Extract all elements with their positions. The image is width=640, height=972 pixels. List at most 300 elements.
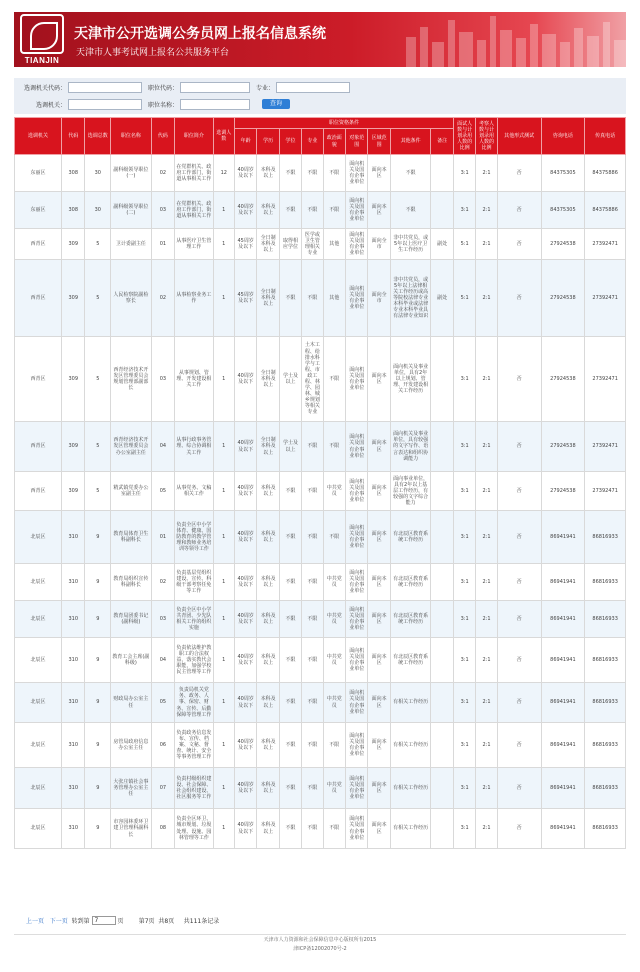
cell-position-code: 05 xyxy=(151,683,174,723)
cell-position-name: 西青经济技术开发区管理委员会规划管理部副部长 xyxy=(111,337,152,422)
cell-other: 非中共党员，或5年以上法律相关工作经历或高等院校法律专业本科毕业或法律专业本科毕业具有法律专业知识 xyxy=(390,260,431,337)
cell-unit: 西青区 xyxy=(15,337,62,422)
cell-exam-ratio: 2:1 xyxy=(476,192,497,229)
cell-region: 面向本区 xyxy=(368,472,390,511)
cell-contact: 86941941 xyxy=(541,638,585,683)
cell-target: 面向机关及国有企事业单位 xyxy=(346,723,368,768)
cell-position-code: 01 xyxy=(151,229,174,260)
cell-edu: 全日制本科及以上 xyxy=(257,229,279,260)
cell-intro: 从事检察业务工作 xyxy=(175,260,213,337)
cell-interview-ratio: 3:1 xyxy=(453,155,475,192)
cell-degree: 不限 xyxy=(279,564,301,601)
site-title: 天津市公开选调公务员网上报名信息系统 xyxy=(74,26,326,42)
cell-degree: 不限 xyxy=(279,723,301,768)
cell-contact: 86941941 xyxy=(541,511,585,564)
cell-exam-ratio: 2:1 xyxy=(476,564,497,601)
cell-target: 面向机关及国有企事业单位 xyxy=(346,638,368,683)
cell-position-name: 精武镇党委办公室副主任 xyxy=(111,472,152,511)
cell-age: 40周岁及以下 xyxy=(234,564,256,601)
cell-position-code: 04 xyxy=(151,638,174,683)
cell-prof-test: 否 xyxy=(497,723,541,768)
cell-edu: 本科及以上 xyxy=(257,638,279,683)
cell-exam-ratio: 2:1 xyxy=(476,683,497,723)
cell-age: 40周岁及以下 xyxy=(234,337,256,422)
cell-fax: 27392471 xyxy=(585,229,626,260)
cell-fax: 86816933 xyxy=(585,768,626,809)
cell-contact: 86941941 xyxy=(541,601,585,638)
col-major: 专业 xyxy=(302,129,323,155)
cell-interview-ratio: 3:1 xyxy=(453,337,475,422)
cell-intro: 负责局机关党务、政务、人事、保密、财务、宣传、后勤保障等管理工作 xyxy=(175,683,213,723)
cell-political: 不限 xyxy=(323,192,345,229)
cell-exam-ratio: 2:1 xyxy=(476,229,497,260)
cell-edu: 全日制本科及以上 xyxy=(257,422,279,472)
col-prof-test: 其他形式测试 xyxy=(497,118,541,155)
cell-exam-ratio: 2:1 xyxy=(476,809,497,849)
cell-interview-ratio: 3:1 xyxy=(453,638,475,683)
cell-total: 30 xyxy=(85,155,111,192)
cell-intro: 在党群机关、政府工作部门，街道从事相关工作 xyxy=(175,155,213,192)
col-contact: 咨询电话 xyxy=(541,118,585,155)
cell-age: 40周岁及以下 xyxy=(234,422,256,472)
cell-fax: 86816933 xyxy=(585,683,626,723)
cell-age: 40周岁及以下 xyxy=(234,683,256,723)
col-intro: 职位简介 xyxy=(175,118,213,155)
position-code-label: 职位代码： xyxy=(147,85,178,92)
cell-contact: 27924538 xyxy=(541,337,585,422)
cell-total: 5 xyxy=(85,472,111,511)
cell-total: 9 xyxy=(85,683,111,723)
cell-code: 310 xyxy=(61,601,84,638)
cell-code: 308 xyxy=(61,192,84,229)
cell-prof-test: 否 xyxy=(497,260,541,337)
cell-major: 不限 xyxy=(302,260,323,337)
cell-political: 中共党员 xyxy=(323,472,345,511)
cell-fax: 27392471 xyxy=(585,260,626,337)
cell-political: 中共党员 xyxy=(323,768,345,809)
table-row xyxy=(15,601,626,638)
cell-contact: 86941941 xyxy=(541,809,585,849)
cell-intro: 负责全区环卫、城市规划、垃圾处理、设施、园林管理等工作 xyxy=(175,809,213,849)
cell-prof-test: 否 xyxy=(497,809,541,849)
col-remark: 备注 xyxy=(431,129,454,155)
cell-degree: 不限 xyxy=(279,683,301,723)
cell-fax: 86816933 xyxy=(585,809,626,849)
cell-exam-ratio: 2:1 xyxy=(476,511,497,564)
cell-unit: 西青区 xyxy=(15,260,62,337)
cell-position-code: 01 xyxy=(151,511,174,564)
cell-target: 面向机关及国有企事业单位 xyxy=(346,564,368,601)
cell-edu: 本科及以上 xyxy=(257,601,279,638)
cell-code: 310 xyxy=(61,723,84,768)
cell-position-name: 副科级领导职位(一) xyxy=(111,155,152,192)
cell-count: 1 xyxy=(213,192,234,229)
cell-major: 不限 xyxy=(302,192,323,229)
current-page-text: 第7页 xyxy=(138,918,155,925)
cell-edu: 全日制本科及以上 xyxy=(257,260,279,337)
cell-unit: 北辰区 xyxy=(15,638,62,683)
cell-edu: 本科及以上 xyxy=(257,809,279,849)
cell-position-name: 大张庄镇社会事务管理办公室主任 xyxy=(111,768,152,809)
cell-total: 30 xyxy=(85,192,111,229)
cell-region: 面向全市 xyxy=(368,260,390,337)
cell-count: 1 xyxy=(213,511,234,564)
cell-position-name: 财政局办公室主任 xyxy=(111,683,152,723)
cell-contact: 86941941 xyxy=(541,768,585,809)
cell-unit: 东丽区 xyxy=(15,192,62,229)
cell-total: 5 xyxy=(85,260,111,337)
cell-position-name: 市容园林委环卫建卫管理科副科长 xyxy=(111,809,152,849)
cell-other: 有相关工作经历 xyxy=(390,809,431,849)
cell-code: 309 xyxy=(61,422,84,472)
cell-intro: 从事党务、文稿相关工作 xyxy=(175,472,213,511)
cell-other: 非中共党员，或5年以上医疗卫生工作经历 xyxy=(390,229,431,260)
cell-exam-ratio: 2:1 xyxy=(476,472,497,511)
cell-interview-ratio: 3:1 xyxy=(453,564,475,601)
cell-target: 面向机关及国有企事业单位 xyxy=(346,472,368,511)
cell-intro: 从事规划、管理、开发建设相关工作 xyxy=(175,337,213,422)
cell-unit: 北辰区 xyxy=(15,723,62,768)
search-panel xyxy=(14,78,626,114)
cell-prof-test: 否 xyxy=(497,683,541,723)
cell-major: 不限 xyxy=(302,155,323,192)
cell-degree: 不限 xyxy=(279,768,301,809)
table-row xyxy=(15,260,626,337)
col-age: 年龄 xyxy=(234,129,256,155)
cell-other: 有相关工作经历 xyxy=(390,683,431,723)
cell-other: 有北辰区教育系统工作经历 xyxy=(390,511,431,564)
cell-major: 不限 xyxy=(302,564,323,601)
cell-total: 9 xyxy=(85,511,111,564)
table-row xyxy=(15,422,626,472)
cell-political: 不限 xyxy=(323,155,345,192)
cell-remark xyxy=(431,564,454,601)
footer-copyright: 天津市人力资源和社会保障信息中心版权所有2015 xyxy=(263,937,377,943)
cell-contact: 86941941 xyxy=(541,723,585,768)
cell-degree: 不限 xyxy=(279,192,301,229)
page-number-input[interactable]: 7 xyxy=(92,916,116,925)
cell-region: 面向本区 xyxy=(368,638,390,683)
cell-unit: 北辰区 xyxy=(15,511,62,564)
major-input[interactable] xyxy=(276,82,350,93)
cell-political: 中共党员 xyxy=(323,601,345,638)
cell-code: 309 xyxy=(61,472,84,511)
cell-remark xyxy=(431,422,454,472)
cell-remark xyxy=(431,683,454,723)
cell-edu: 本科及以上 xyxy=(257,511,279,564)
cell-fax: 86816933 xyxy=(585,511,626,564)
cell-exam-ratio: 2:1 xyxy=(476,601,497,638)
cell-fax: 27392471 xyxy=(585,337,626,422)
cell-prof-test: 否 xyxy=(497,337,541,422)
cell-age: 40周岁及以下 xyxy=(234,809,256,849)
page-unit-label: 页 xyxy=(117,918,124,925)
pagination xyxy=(26,916,219,926)
cell-region: 面向全市 xyxy=(368,229,390,260)
cell-edu: 本科及以上 xyxy=(257,192,279,229)
cell-prof-test: 否 xyxy=(497,511,541,564)
table-row xyxy=(15,337,626,422)
cell-target: 面向机关及国有企事业单位 xyxy=(346,601,368,638)
cell-political: 不限 xyxy=(323,422,345,472)
cell-political: 不限 xyxy=(323,337,345,422)
cell-contact: 27924538 xyxy=(541,229,585,260)
cell-political: 不限 xyxy=(323,809,345,849)
cell-region: 面向本区 xyxy=(368,564,390,601)
cell-region: 面向本区 xyxy=(368,683,390,723)
cell-position-name: 人民检察院副检察长 xyxy=(111,260,152,337)
cell-region: 面向本区 xyxy=(368,192,390,229)
header-banner xyxy=(14,12,626,67)
cell-major: 医学或卫生管理相关专业 xyxy=(302,229,323,260)
cell-count: 1 xyxy=(213,683,234,723)
cell-total: 9 xyxy=(85,809,111,849)
cell-interview-ratio: 3:1 xyxy=(453,601,475,638)
col-edu: 学历 xyxy=(257,129,279,155)
cell-exam-ratio: 2:1 xyxy=(476,723,497,768)
cell-exam-ratio: 2:1 xyxy=(476,337,497,422)
cell-degree: 不限 xyxy=(279,601,301,638)
cell-contact: 86941941 xyxy=(541,683,585,723)
cell-interview-ratio: 5:1 xyxy=(453,229,475,260)
cell-unit: 北辰区 xyxy=(15,809,62,849)
cell-position-name: 教育局团委书记(副科级) xyxy=(111,601,152,638)
cell-edu: 本科及以上 xyxy=(257,683,279,723)
table-row xyxy=(15,155,626,192)
cell-position-code: 08 xyxy=(151,809,174,849)
site-subtitle: 天津市人事考试网上报名公共服务平台 xyxy=(76,48,230,58)
cell-degree: 不限 xyxy=(279,260,301,337)
cell-political: 中共党员 xyxy=(323,683,345,723)
cell-prof-test: 否 xyxy=(497,472,541,511)
cell-region: 面向本区 xyxy=(368,601,390,638)
cell-code: 308 xyxy=(61,155,84,192)
cell-fax: 86816933 xyxy=(585,601,626,638)
cell-count: 1 xyxy=(213,472,234,511)
cell-total: 5 xyxy=(85,229,111,260)
cell-contact: 27924538 xyxy=(541,422,585,472)
cell-unit: 北辰区 xyxy=(15,564,62,601)
cell-code: 310 xyxy=(61,683,84,723)
cell-region: 面向本区 xyxy=(368,511,390,564)
cell-intro: 在党群机关、政府工作部门，街道从事相关工作 xyxy=(175,192,213,229)
cell-exam-ratio: 2:1 xyxy=(476,768,497,809)
cell-unit: 西青区 xyxy=(15,422,62,472)
cell-interview-ratio: 3:1 xyxy=(453,192,475,229)
cell-remark xyxy=(431,511,454,564)
position-name-label: 职位名称： xyxy=(147,102,178,109)
cell-count: 1 xyxy=(213,422,234,472)
cell-count: 12 xyxy=(213,155,234,192)
unit-code-label: 选调机关代码： xyxy=(23,85,66,92)
col-total: 选调总数 xyxy=(85,118,111,155)
cell-position-code: 03 xyxy=(151,192,174,229)
cell-position-name: 房管局政府信息办公室主任 xyxy=(111,723,152,768)
cell-contact: 86941941 xyxy=(541,564,585,601)
cell-count: 1 xyxy=(213,768,234,809)
cell-code: 310 xyxy=(61,768,84,809)
cell-remark xyxy=(431,155,454,192)
cell-contact: 27924538 xyxy=(541,472,585,511)
cell-intro: 负责村级组织建设、社会保障、社会组织建设、社区服务等工作 xyxy=(175,768,213,809)
next-page-link[interactable]: 下一页 xyxy=(49,918,68,925)
cell-intro: 负责基层党组织建设、宣传、科级干部考察任免等工作 xyxy=(175,564,213,601)
table-row xyxy=(15,472,626,511)
unit-name-label: 选调机关： xyxy=(35,102,66,109)
site-logo[interactable] xyxy=(18,14,66,66)
table-row xyxy=(15,809,626,849)
cell-remark xyxy=(431,723,454,768)
cell-count: 1 xyxy=(213,601,234,638)
cell-total: 9 xyxy=(85,723,111,768)
cell-position-code: 03 xyxy=(151,337,174,422)
cell-prof-test: 否 xyxy=(497,229,541,260)
prev-page-link[interactable]: 上一页 xyxy=(26,918,45,925)
cell-unit: 西青区 xyxy=(15,229,62,260)
cell-age: 40周岁及以下 xyxy=(234,723,256,768)
cell-remark xyxy=(431,192,454,229)
cell-intro: 负责全区中小学共青团、少先队相关工作的组织实施 xyxy=(175,601,213,638)
col-unit: 选调机关 xyxy=(15,118,62,155)
cell-target: 面向机关及国有企事业单位 xyxy=(346,768,368,809)
cell-contact: 84375305 xyxy=(541,192,585,229)
cell-region: 面向本区 xyxy=(368,337,390,422)
cell-edu: 本科及以上 xyxy=(257,723,279,768)
cell-political: 不限 xyxy=(323,723,345,768)
cell-position-name: 教育工会主席(副科级) xyxy=(111,638,152,683)
cell-prof-test: 否 xyxy=(497,422,541,472)
cell-degree: 不限 xyxy=(279,511,301,564)
cell-major: 不限 xyxy=(302,422,323,472)
cell-target: 面向机关及国有企事业单位 xyxy=(346,683,368,723)
cell-count: 1 xyxy=(213,229,234,260)
cell-interview-ratio: 3:1 xyxy=(453,768,475,809)
cell-target: 面向机关及国有企事业单位 xyxy=(346,229,368,260)
cell-exam-ratio: 2:1 xyxy=(476,638,497,683)
cell-major: 土木工程、给排水科学与工程、市政工程、林学、园林、城乡规划等相关专业 xyxy=(302,337,323,422)
position-name-input[interactable] xyxy=(180,99,250,110)
cell-code: 310 xyxy=(61,564,84,601)
cell-age: 45周岁及以下 xyxy=(234,229,256,260)
cell-prof-test: 否 xyxy=(497,768,541,809)
cell-intro: 从事行政事务管理、综合协调相关工作 xyxy=(175,422,213,472)
cell-region: 面向本区 xyxy=(368,809,390,849)
cell-intro: 负责依法维护教职工的合法权益，落实教代会职能，加强学校民主管理等工作 xyxy=(175,638,213,683)
cell-remark xyxy=(431,337,454,422)
cell-count: 1 xyxy=(213,564,234,601)
table-row xyxy=(15,564,626,601)
cell-contact: 27924538 xyxy=(541,260,585,337)
footer xyxy=(0,936,640,954)
cell-count: 1 xyxy=(213,809,234,849)
cell-prof-test: 否 xyxy=(497,192,541,229)
cell-degree: 学士及以上 xyxy=(279,337,301,422)
cell-age: 40周岁及以下 xyxy=(234,192,256,229)
cell-position-name: 西青经济技术开发区管理委员会办公室副主任 xyxy=(111,422,152,472)
cell-degree: 不限 xyxy=(279,155,301,192)
table-row xyxy=(15,229,626,260)
col-target: 对象范围 xyxy=(346,129,368,155)
cell-interview-ratio: 3:1 xyxy=(453,723,475,768)
footer-icp: 津ICP备12002070号-2 xyxy=(293,946,347,952)
cell-total: 9 xyxy=(85,638,111,683)
cell-degree: 取得相应学位 xyxy=(279,229,301,260)
cell-age: 45周岁及以下 xyxy=(234,260,256,337)
cell-other: 面向事业单位，具有2年以上基层工作经历，有较强的文字综合能力 xyxy=(390,472,431,511)
cell-political: 不限 xyxy=(323,511,345,564)
cell-code: 310 xyxy=(61,638,84,683)
cell-other: 有相关工作经历 xyxy=(390,768,431,809)
logo-text: TIANJIN xyxy=(24,56,60,65)
cell-position-code: 04 xyxy=(151,422,174,472)
positions-table xyxy=(14,117,626,849)
col-position-code: 代码 xyxy=(151,118,174,155)
cell-fax: 27392471 xyxy=(585,422,626,472)
cell-fax: 84375886 xyxy=(585,155,626,192)
cell-total: 9 xyxy=(85,768,111,809)
cell-total: 5 xyxy=(85,337,111,422)
cell-political: 中共党员 xyxy=(323,564,345,601)
cell-prof-test: 否 xyxy=(497,601,541,638)
table-row xyxy=(15,511,626,564)
cell-code: 310 xyxy=(61,511,84,564)
skyline-decoration-icon xyxy=(376,12,626,67)
cell-fax: 84375886 xyxy=(585,192,626,229)
cell-age: 40周岁及以下 xyxy=(234,768,256,809)
major-label: 专业： xyxy=(255,85,274,92)
cell-political: 其他 xyxy=(323,229,345,260)
cell-position-code: 02 xyxy=(151,155,174,192)
col-interview-ratio: 面试人数与计划录用人数的比例 xyxy=(453,118,475,155)
cell-remark xyxy=(431,768,454,809)
cell-position-code: 05 xyxy=(151,472,174,511)
cell-unit: 北辰区 xyxy=(15,601,62,638)
cell-region: 面向本区 xyxy=(368,723,390,768)
cell-region: 面向本区 xyxy=(368,155,390,192)
cell-other: 有相关工作经历 xyxy=(390,723,431,768)
cell-position-name: 教育局组织宣传科副科长 xyxy=(111,564,152,601)
cell-prof-test: 否 xyxy=(497,564,541,601)
cell-degree: 不限 xyxy=(279,472,301,511)
cell-interview-ratio: 3:1 xyxy=(453,472,475,511)
cell-code: 309 xyxy=(61,229,84,260)
cell-edu: 本科及以上 xyxy=(257,472,279,511)
cell-exam-ratio: 2:1 xyxy=(476,155,497,192)
query-button[interactable]: 查询 xyxy=(262,99,290,109)
cell-edu: 本科及以上 xyxy=(257,564,279,601)
cell-interview-ratio: 5:1 xyxy=(453,260,475,337)
cell-intro: 负责全区中小学体育、健康、国防教育的教学管理和教师业务培训等领导工作 xyxy=(175,511,213,564)
cell-count: 1 xyxy=(213,638,234,683)
cell-position-code: 06 xyxy=(151,723,174,768)
col-political: 政治面貌 xyxy=(323,129,345,155)
cell-code: 309 xyxy=(61,337,84,422)
cell-fax: 86816933 xyxy=(585,723,626,768)
cell-other: 面向机关及事业单位，具有2年以上规划、管理、开发建设相关工作经历 xyxy=(390,337,431,422)
cell-major: 不限 xyxy=(302,683,323,723)
cell-intro: 负责政务信息发布、宣传、档案、文秘、督查、统计、安全等事务管理工作 xyxy=(175,723,213,768)
goto-label: 转到第 xyxy=(71,918,90,925)
cell-remark xyxy=(431,809,454,849)
cell-major: 不限 xyxy=(302,472,323,511)
col-count: 选调人数 xyxy=(213,118,234,155)
cell-region: 面向本区 xyxy=(368,768,390,809)
cell-remark xyxy=(431,638,454,683)
cell-major: 不限 xyxy=(302,809,323,849)
cell-target: 面向机关及国有企事业单位 xyxy=(346,422,368,472)
cell-remark: 副处 xyxy=(431,260,454,337)
cell-total: 9 xyxy=(85,601,111,638)
